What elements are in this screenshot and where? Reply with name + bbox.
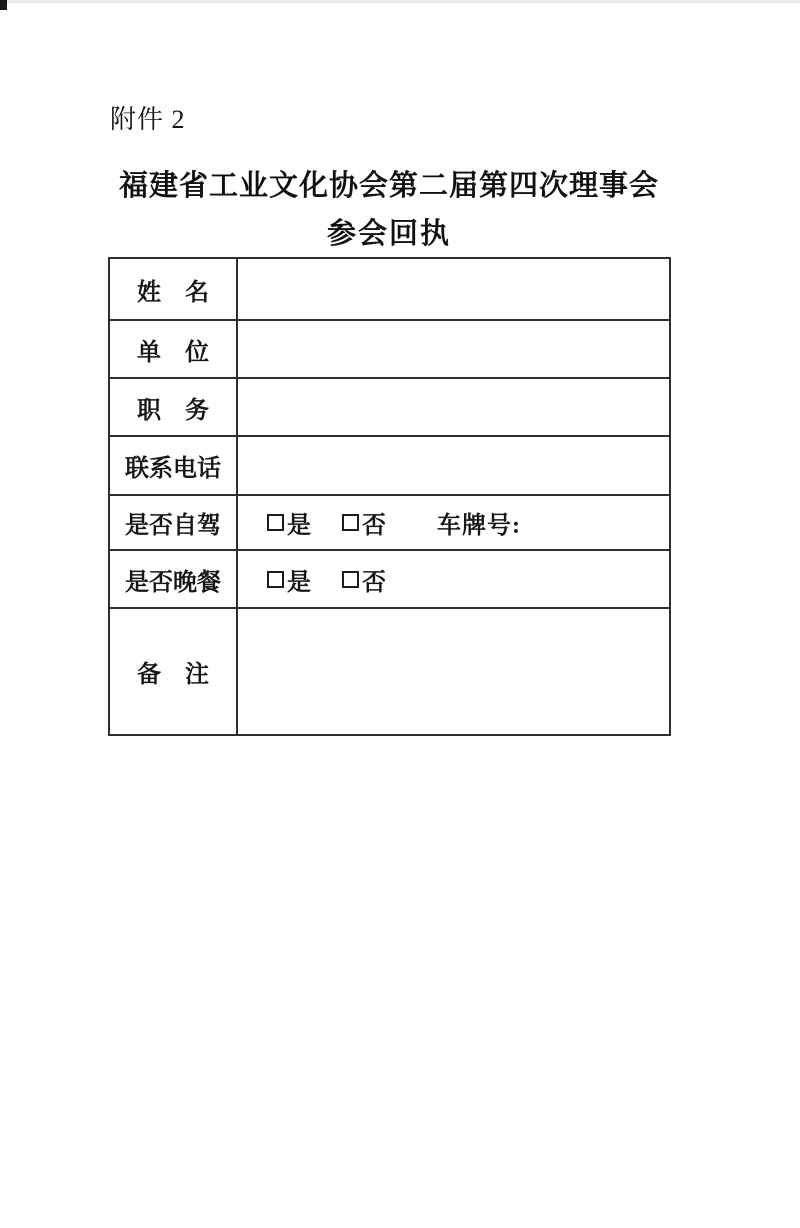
self-driving-option-yes xyxy=(267,505,311,540)
name-blank-cell xyxy=(238,259,669,319)
table-row-position xyxy=(110,377,669,435)
table-row-name xyxy=(110,259,669,319)
empty-checkbox-icon xyxy=(342,571,359,588)
document-title-line1: 福建省工业文化协会第二届第四次理事会 xyxy=(118,170,659,202)
document-title-line2: 参会回执 xyxy=(326,218,451,250)
option-label-yes: 是 xyxy=(287,513,311,539)
row-label-organization: 单 位 xyxy=(110,321,238,377)
self-driving-options-cell xyxy=(238,496,669,549)
organization-blank-cell xyxy=(238,321,669,377)
row-label-dinner: 是否晚餐 xyxy=(110,551,238,607)
dinner-option-yes xyxy=(267,562,311,597)
empty-checkbox-icon xyxy=(342,514,359,531)
table-row-organization xyxy=(110,319,669,377)
row-label-remarks: 备 注 xyxy=(110,609,238,734)
self-driving-option-no xyxy=(342,505,386,540)
row-label-phone: 联系电话 xyxy=(110,437,238,494)
dinner-options-cell xyxy=(238,551,669,607)
option-label-yes: 是 xyxy=(287,569,311,596)
scan-artifact-line xyxy=(0,0,800,3)
empty-checkbox-icon xyxy=(267,571,284,588)
remarks-blank-cell xyxy=(238,609,669,734)
dinner-option-no xyxy=(342,562,386,597)
attachment-label: 附件 2 xyxy=(110,105,186,134)
reply-form-table xyxy=(108,257,671,736)
table-row-self-driving xyxy=(110,494,669,549)
phone-blank-cell xyxy=(238,437,669,494)
option-label-no: 否 xyxy=(362,569,386,596)
row-label-name: 姓 名 xyxy=(110,259,238,319)
table-row-remarks xyxy=(110,607,669,734)
row-label-position: 职 务 xyxy=(110,379,238,435)
scan-artifact-mark xyxy=(0,0,7,10)
position-blank-cell xyxy=(238,379,669,435)
license-plate-label: 车牌号: xyxy=(437,513,521,539)
empty-checkbox-icon xyxy=(267,514,284,531)
row-label-self-driving: 是否自驾 xyxy=(110,496,238,549)
table-row-dinner xyxy=(110,549,669,607)
option-label-no: 否 xyxy=(362,513,386,539)
table-row-phone xyxy=(110,435,669,494)
